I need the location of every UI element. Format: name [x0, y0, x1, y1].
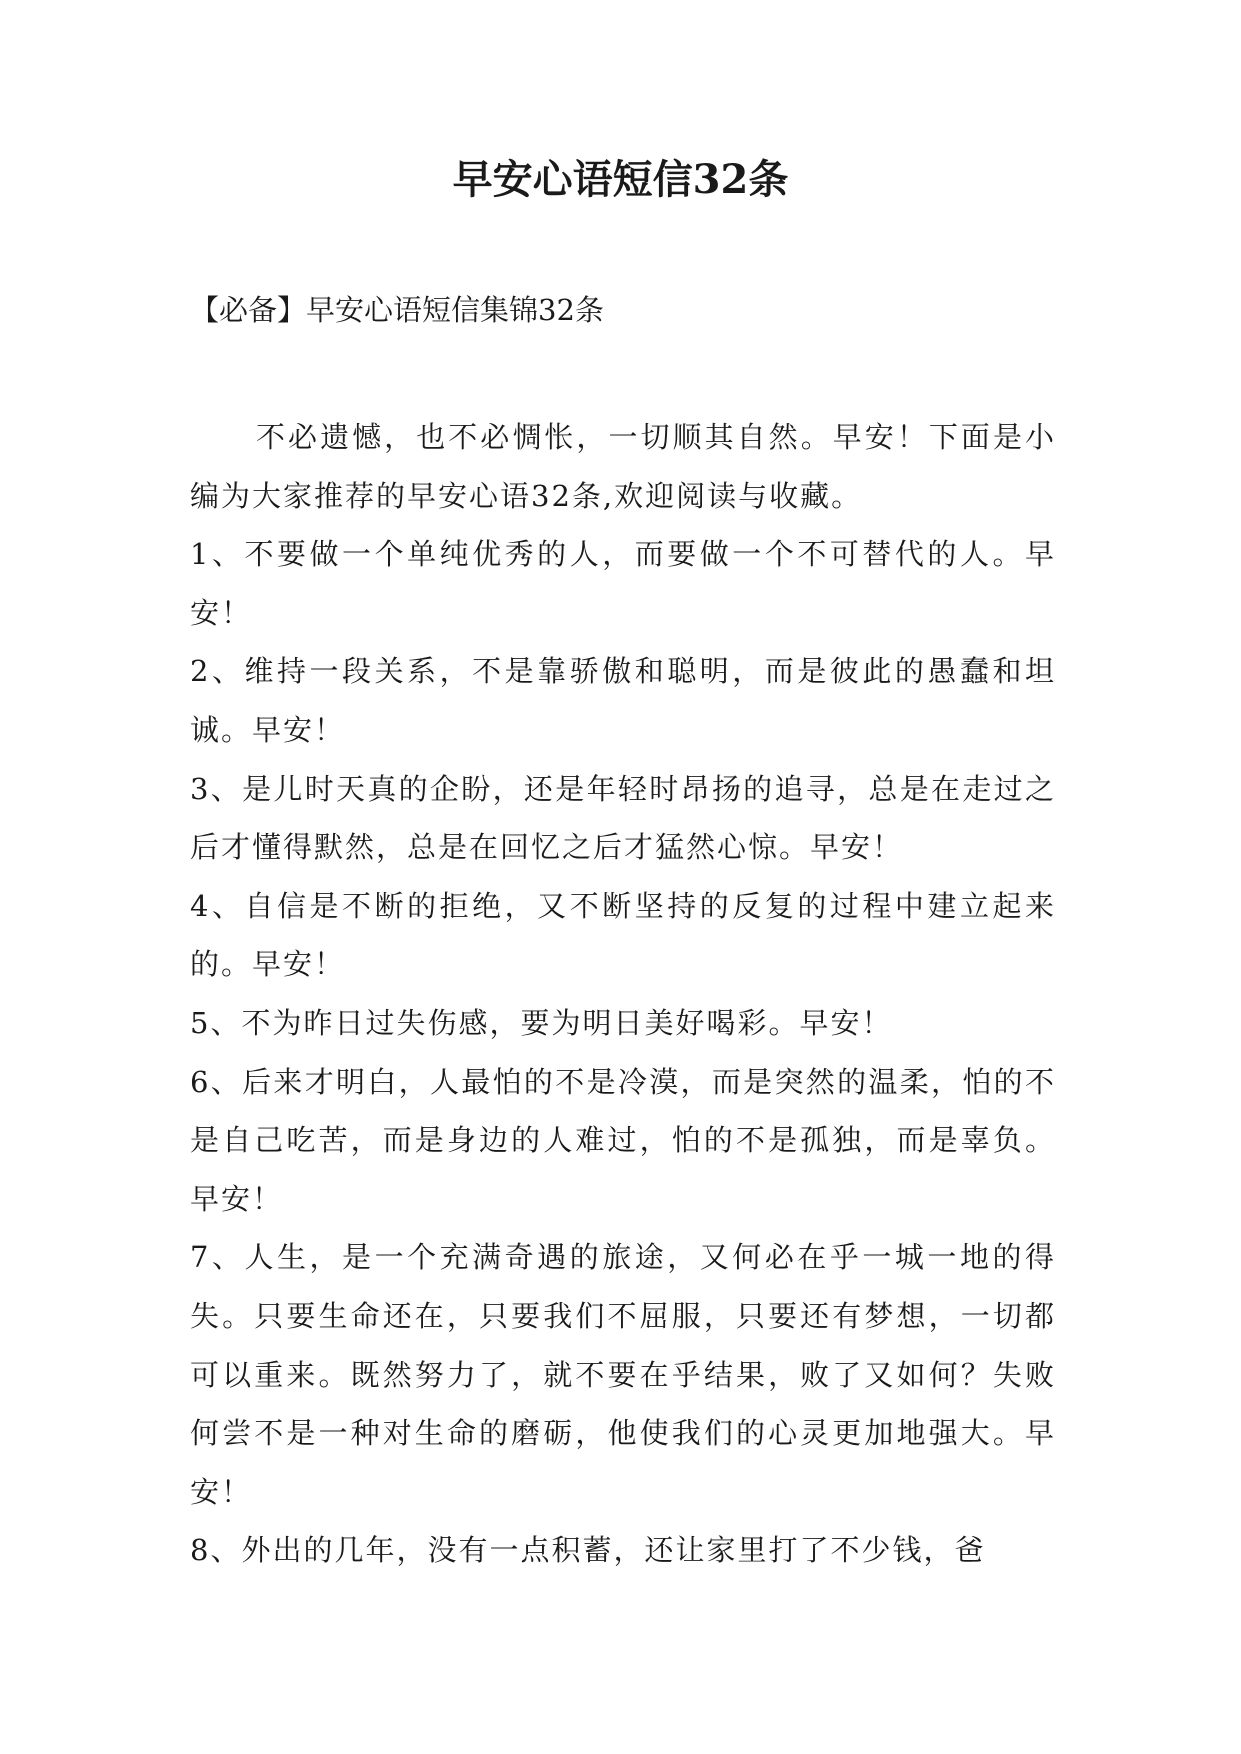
- document-title: 早安心语短信32条: [452, 156, 789, 203]
- intro-paragraph: 不必遗憾，也不必惆怅，一切顺其自然。早安！下面是小编为大家推荐的早安心语32条,欢迎阅读与收藏。: [190, 420, 1056, 513]
- list-item: 8、外出的几年，没有一点积蓄，还让家里打了不少钱，爸: [190, 1533, 986, 1568]
- list-item: 2、维持一段关系，不是靠骄傲和聪明，而是彼此的愚蠢和坦诚。早安！: [190, 654, 1056, 747]
- list-item: 4、自信是不断的拒绝，又不断坚持的反复的过程中建立起来的。早安！: [190, 888, 1056, 982]
- list-item: 5、不为昨日过失伤感，要为明日美好喝彩。早安！: [190, 1005, 893, 1040]
- list-item: 7、人生，是一个充满奇遇的旅途，又何必在乎一城一地的得失。只要生命还在，只要我们不屈服，只要还有梦想，一切都可以重来。既然努力了，就不要在乎结果，败了又如何？失败何尝不是一种对生命的磨砺，他使我们的心灵更加地强大。早安！: [190, 1240, 1056, 1509]
- document-subtitle: 【必备】早安心语短信集锦32条: [190, 293, 604, 327]
- list-item: 6、后来才明白，人最怕的不是冷漠，而是突然的温柔，怕的不是自己吃苦，而是身边的人难过，怕的不是孤独，而是辜负。早安！: [190, 1064, 1056, 1216]
- list-item: 3、是儿时天真的企盼，还是年轻时昂扬的追寻，总是在走过之后才懂得默然，总是在回忆之后才猛然心惊。早安！: [190, 771, 1056, 865]
- list-item: 1、不要做一个单纯优秀的人，而要做一个不可替代的人。早安！: [190, 537, 1056, 630]
- document-body: [190, 408, 1056, 1580]
